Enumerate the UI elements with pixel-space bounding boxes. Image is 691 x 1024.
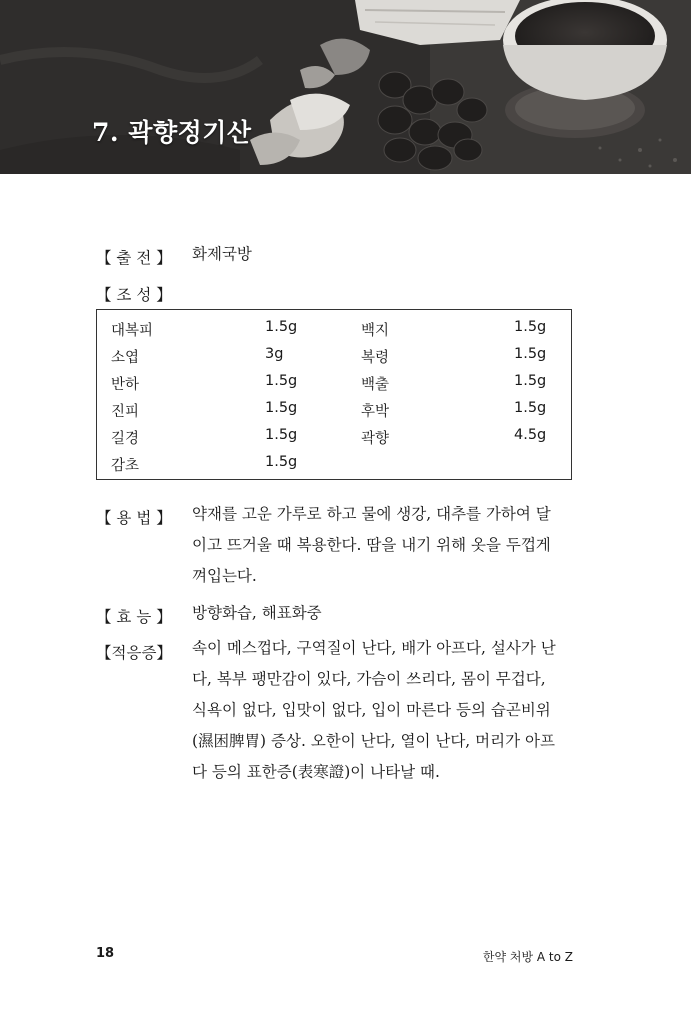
usage-label: 【 용 법 】 (96, 509, 172, 527)
herb-amount: 1.5g (265, 400, 298, 416)
herb-amount: 1.5g (514, 400, 547, 416)
herb-amount: 3g (265, 346, 284, 362)
herb-name: 길경 (111, 431, 140, 447)
header-banner (0, 0, 691, 174)
usage-line: 껴입는다. (192, 567, 257, 585)
usage-line: 이고 뜨거울 때 복용한다. 땀을 내기 위해 옷을 두껍게 (192, 536, 551, 554)
indications-line: 식욕이 없다, 입맛이 없다, 입이 마른다 등의 습곤비위 (192, 701, 551, 719)
herb-name: 곽향 (361, 431, 390, 447)
herb-amount: 1.5g (265, 319, 298, 335)
composition-label: 【 조 성 】 (96, 286, 172, 304)
usage-line: 약재를 고운 가루로 하고 물에 생강, 대추를 가하여 달 (192, 505, 551, 523)
herb-name: 반하 (111, 377, 140, 393)
herb-name: 백지 (361, 323, 390, 339)
herb-amount: 4.5g (514, 427, 547, 443)
herb-name: 진피 (111, 404, 140, 420)
indications-line: 속이 메스껍다, 구역질이 난다, 배가 아프다, 설사가 난 (192, 639, 556, 657)
herb-name: 복령 (361, 350, 390, 366)
herb-name: 대복피 (111, 323, 154, 339)
herb-amount: 1.5g (514, 319, 547, 335)
herb-amount: 1.5g (265, 427, 298, 443)
usage-text (192, 499, 570, 592)
page-number: 18 (96, 946, 115, 961)
efficacy-label: 【 효 능 】 (96, 608, 172, 626)
herb-amount: 1.5g (265, 373, 298, 389)
indications-label: 【적응증】 (96, 644, 172, 662)
source-label: 【 출 전 】 (96, 249, 172, 267)
composition-table (96, 309, 572, 480)
herb-amount: 1.5g (514, 373, 547, 389)
source-text: 화제국방 (192, 245, 252, 263)
herb-name: 백출 (361, 377, 390, 393)
indications-line: 다 등의 표한증(表寒證)이 나타날 때. (192, 763, 440, 781)
herb-name: 감초 (111, 458, 140, 474)
indications-text (192, 633, 570, 788)
indications-line: (濕困脾胃) 증상. 오한이 난다, 열이 난다, 머리가 아프 (192, 732, 555, 750)
indications-line: 다, 복부 팽만감이 있다, 가슴이 쓰리다, 몸이 무겁다, (192, 670, 546, 688)
herb-amount: 1.5g (514, 346, 547, 362)
herb-amount: 1.5g (265, 454, 298, 470)
herb-name: 소엽 (111, 350, 140, 366)
chapter-title: 7. 곽향정기산 (92, 118, 252, 147)
book-title: 한약 처방 A to Z (482, 950, 573, 964)
herb-name: 후박 (361, 404, 390, 420)
efficacy-text: 방향화습, 해표화중 (192, 604, 322, 622)
